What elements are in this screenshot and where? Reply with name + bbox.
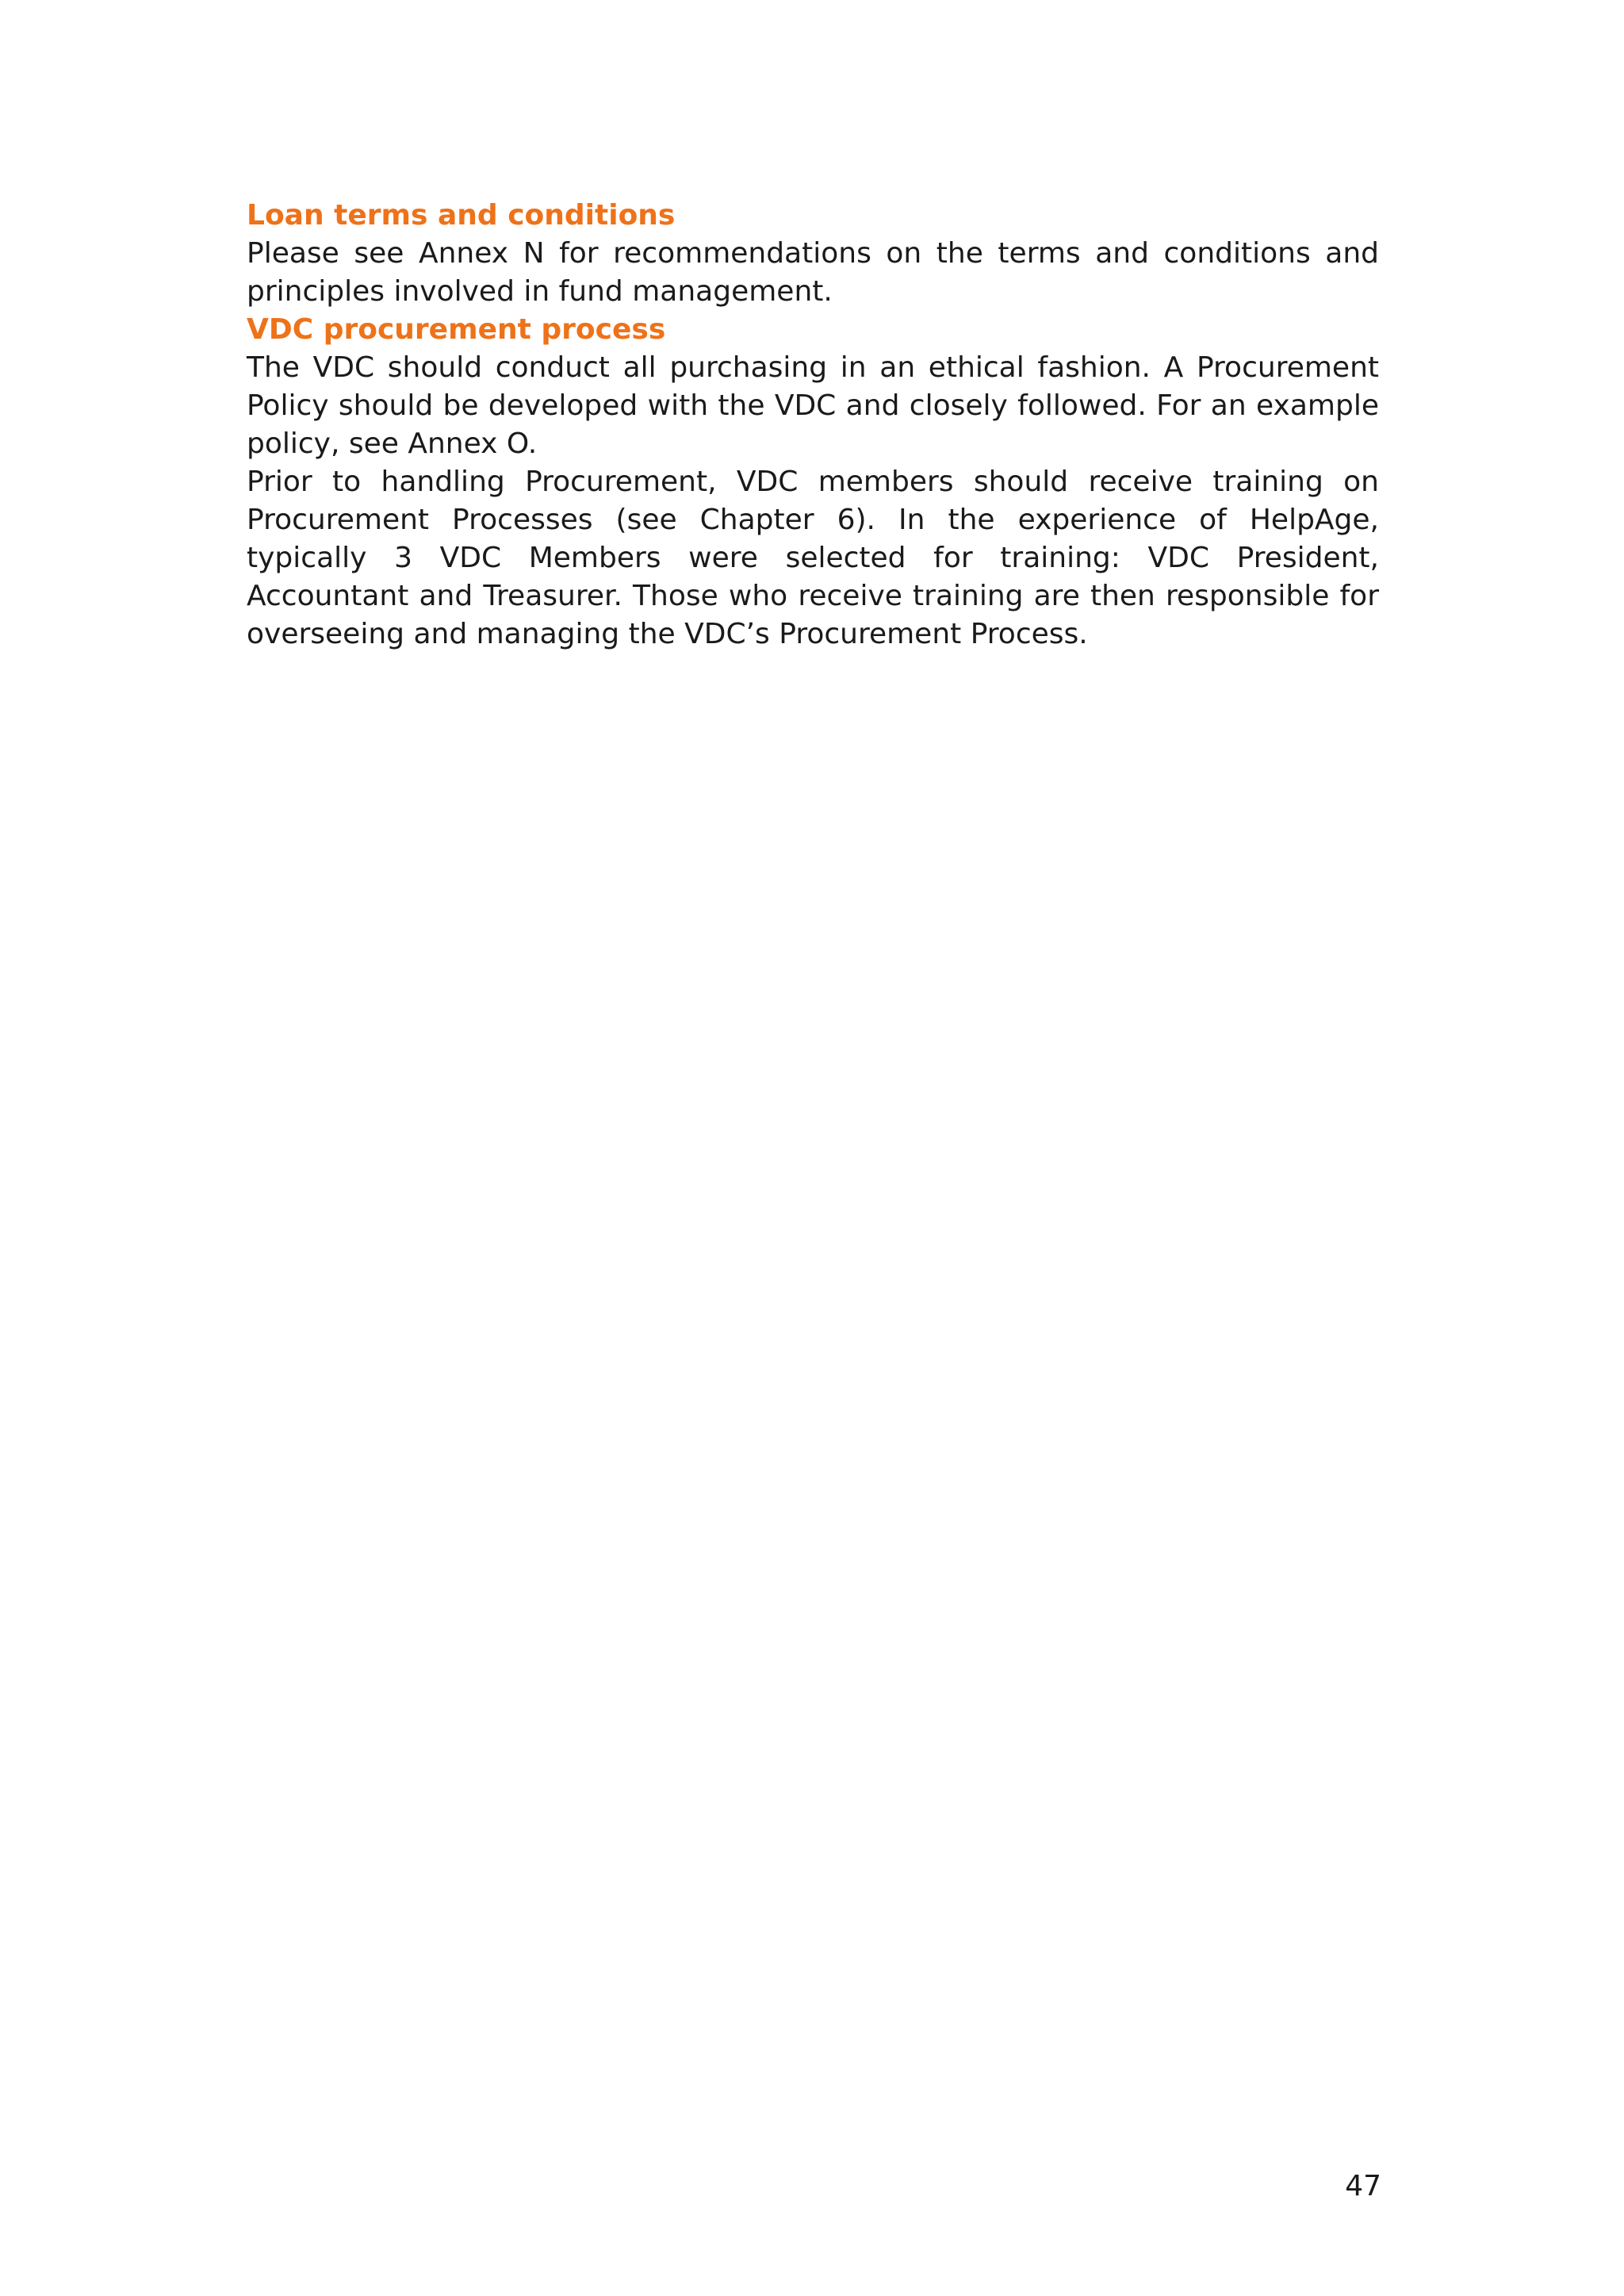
page-number: 47 [1345, 2170, 1381, 2202]
paragraph-loan-terms: Please see Annex N for recommendations on the terms and conditions and principles involved in fund management. [247, 237, 1379, 308]
heading-loan-terms: Loan terms and conditions [247, 199, 676, 232]
page-content [247, 197, 1379, 654]
paragraph-procurement-training: Prior to handling Procurement, VDC members should receive training on Procurement Processes (see Chapter 6). In the experience of HelpAge, typically 3 VDC Members were selected for training: VDC President, Accountant and Treasurer. Those who receive training are then responsible for overseeing and managing the VDC’s Procurement Process. [247, 466, 1379, 650]
heading-vdc-procurement: VDC procurement process [247, 313, 666, 346]
paragraph-procurement-policy: The VDC should conduct all purchasing in an ethical fashion. A Procurement Policy should be developed with the VDC and closely followed. For an example policy, see Annex O. [247, 351, 1379, 460]
